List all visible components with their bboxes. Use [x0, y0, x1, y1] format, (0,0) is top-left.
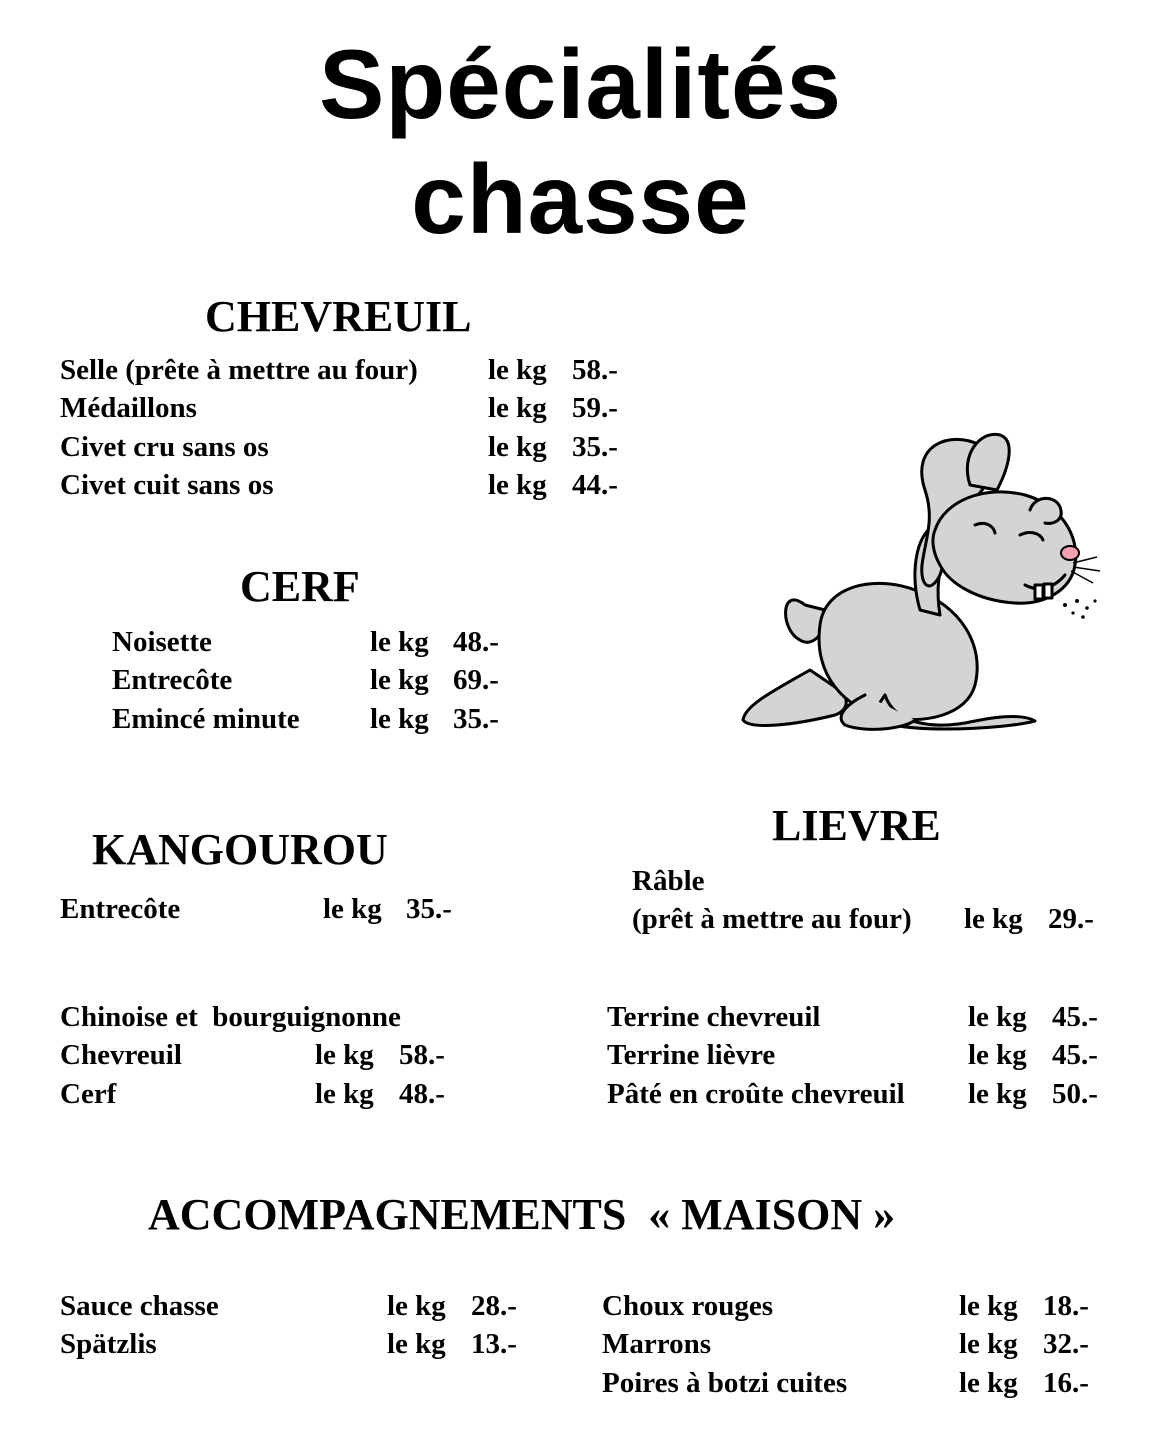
item-price: 44.- [572, 469, 618, 501]
item-unit: le kg [488, 469, 547, 501]
item-price: 48.- [399, 1078, 445, 1110]
item-name: Civet cru sans os [60, 431, 269, 463]
lievre-item-line-2: (prêt à mettre au four) [632, 903, 912, 935]
item-unit: le kg [968, 1001, 1027, 1033]
item-name: Marrons [602, 1328, 712, 1360]
item-price: 35.- [406, 893, 452, 925]
item-name: Pâté en croûte chevreuil [607, 1078, 905, 1110]
item-unit: le kg [315, 1078, 374, 1110]
item-unit: le kg [959, 1290, 1018, 1322]
item-price: 48.- [453, 626, 499, 658]
item-unit: le kg [370, 626, 429, 658]
item-price: 50.- [1052, 1078, 1098, 1110]
item-name: Entrecôte [60, 893, 181, 925]
item-name: Entrecôte [112, 664, 233, 696]
item-name: Cerf [60, 1078, 117, 1110]
item-price: 59.- [572, 392, 618, 424]
section-heading-kangourou: KANGOUROU [92, 825, 388, 874]
lievre-item-line-1: Râble [632, 865, 705, 897]
item-unit: le kg [387, 1290, 446, 1322]
item-unit: le kg [488, 431, 547, 463]
page-title-line-1: Spécialités [318, 29, 843, 139]
item-price: 58.- [572, 354, 618, 386]
item-name: Chevreuil [60, 1039, 182, 1071]
item-name: Selle (prête à mettre au four) [60, 354, 418, 386]
item-price: 69.- [453, 664, 499, 696]
item-unit: le kg [323, 893, 382, 925]
item-price: 35.- [572, 431, 618, 463]
item-price: 45.- [1052, 1001, 1098, 1033]
item-name: Noisette [112, 626, 212, 658]
section-heading-accompagnements: ACCOMPAGNEMENTS « MAISON » [148, 1190, 896, 1239]
item-name: Médaillons [60, 392, 197, 424]
item-price: 32.- [1043, 1328, 1089, 1360]
item-unit: le kg [968, 1039, 1027, 1071]
section-heading-lievre: LIEVRE [772, 801, 941, 850]
item-name: Choux rouges [602, 1290, 774, 1322]
item-name: Emincé minute [112, 703, 300, 735]
item-price: 28.- [471, 1290, 517, 1322]
rabbit-icon [735, 425, 1105, 735]
item-name: Spätzlis [60, 1328, 157, 1360]
item-name: Sauce chasse [60, 1290, 219, 1322]
item-price: 16.- [1043, 1367, 1089, 1399]
item-name: Terrine chevreuil [607, 1001, 821, 1033]
section-heading-chevreuil: CHEVREUIL [205, 292, 472, 341]
item-unit: le kg [488, 354, 547, 386]
item-unit: le kg [370, 664, 429, 696]
item-unit: le kg [387, 1328, 446, 1360]
item-unit: le kg [488, 392, 547, 424]
section-heading-chinoise: Chinoise et bourguignonne [60, 1001, 401, 1033]
item-name: Poires à botzi cuites [602, 1367, 848, 1399]
item-unit: le kg [964, 903, 1023, 935]
item-price: 35.- [453, 703, 499, 735]
item-name: Civet cuit sans os [60, 469, 274, 501]
item-unit: le kg [370, 703, 429, 735]
item-unit: le kg [968, 1078, 1027, 1110]
item-price: 45.- [1052, 1039, 1098, 1071]
item-price: 58.- [399, 1039, 445, 1071]
section-heading-cerf: CERF [240, 562, 360, 611]
item-unit: le kg [315, 1039, 374, 1071]
item-name: Terrine lièvre [607, 1039, 776, 1071]
item-unit: le kg [959, 1328, 1018, 1360]
item-price: 29.- [1048, 903, 1094, 935]
item-unit: le kg [959, 1367, 1018, 1399]
item-price: 18.- [1043, 1290, 1089, 1322]
page-title-line-2: chasse [411, 144, 750, 254]
item-price: 13.- [471, 1328, 517, 1360]
